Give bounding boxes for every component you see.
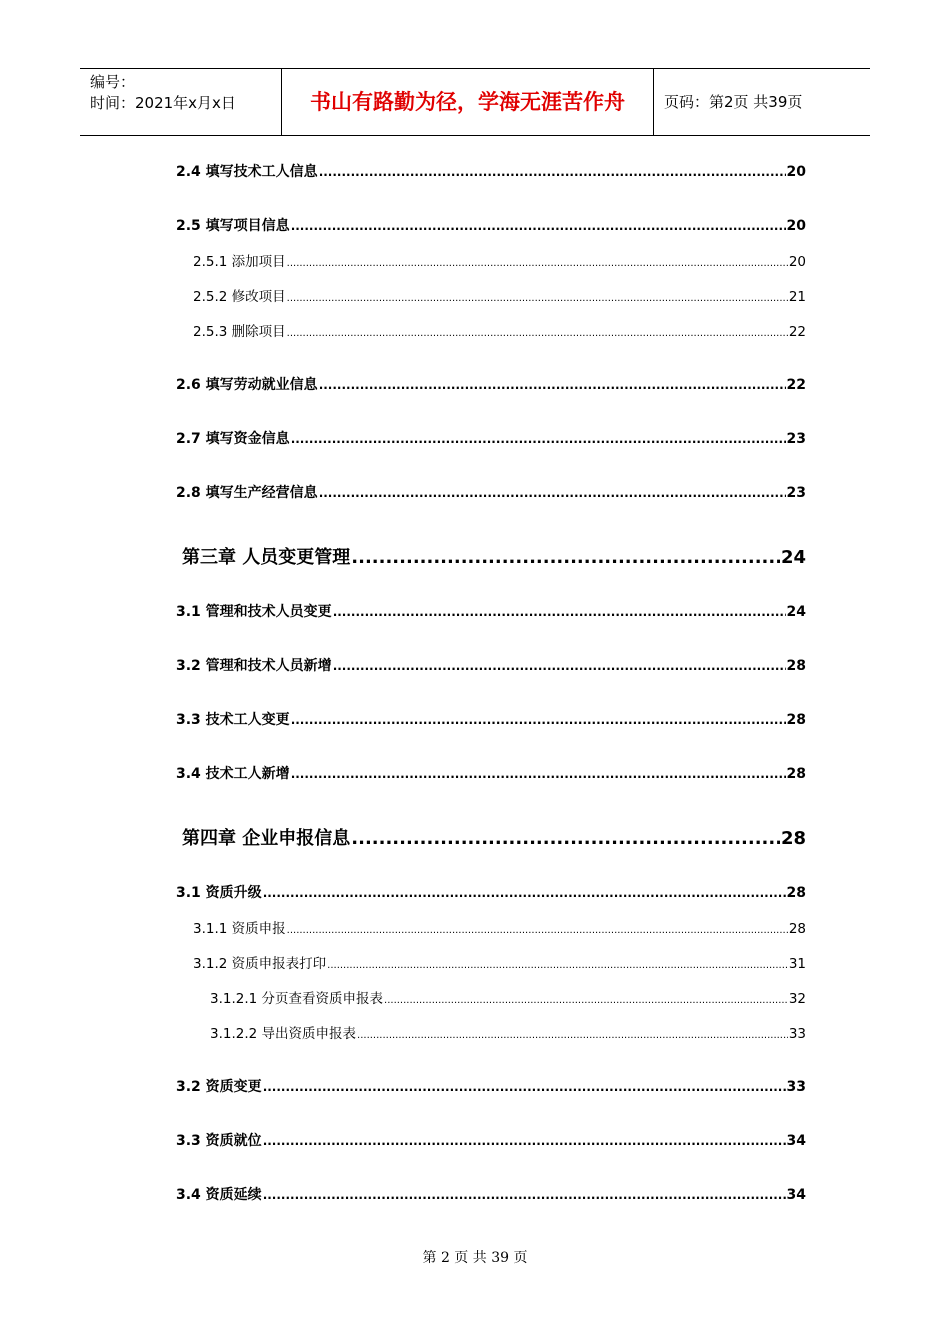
toc-entry-title: 3.4 资质延续 xyxy=(176,1187,262,1203)
toc-entry[interactable] xyxy=(210,987,806,1007)
toc-entry[interactable] xyxy=(176,482,806,502)
toc-entry-title: 3.1 管理和技术人员变更 xyxy=(176,604,332,620)
toc-entry-title: 3.1.2.1 分页查看资质申报表 xyxy=(210,991,384,1007)
toc-entry-title: 2.5.2 修改项目 xyxy=(193,289,286,305)
toc-entry[interactable] xyxy=(193,285,806,305)
toc-entry-page: 20 xyxy=(788,254,806,270)
toc-entry-page: 28 xyxy=(786,885,806,901)
toc-entry-page: 28 xyxy=(786,766,806,782)
toc-entry-page: 24 xyxy=(786,604,806,620)
toc-entry-title: 3.2 资质变更 xyxy=(176,1079,262,1095)
toc-entry-title: 2.5.1 添加项目 xyxy=(193,254,286,270)
toc-entry[interactable] xyxy=(193,320,806,340)
toc-entry-title: 3.1.2 资质申报表打印 xyxy=(193,956,327,972)
toc-entry-title: 2.5.3 删除项目 xyxy=(193,324,286,340)
toc-entry-page: 33 xyxy=(788,1026,806,1042)
toc-entry-page: 34 xyxy=(786,1187,806,1203)
toc-entry[interactable] xyxy=(176,374,806,394)
toc-entry-page: 23 xyxy=(786,485,806,501)
toc-entry-page: 22 xyxy=(788,324,806,340)
toc-entry[interactable] xyxy=(176,1076,806,1096)
toc-entry[interactable] xyxy=(210,1022,806,1042)
toc-entry-title: 3.1.2.2 导出资质申报表 xyxy=(210,1026,357,1042)
toc-entry-title: 3.1.1 资质申报 xyxy=(193,921,286,937)
header-page-info: 页码：第2页 共39页 xyxy=(664,93,803,111)
toc-entry-title: 3.4 技术工人新增 xyxy=(176,766,290,782)
toc-entry-title: 2.6 填写劳动就业信息 xyxy=(176,377,318,393)
toc-entry-title: 2.4 填写技术工人信息 xyxy=(176,164,318,180)
toc-entry-title: 3.3 资质就位 xyxy=(176,1133,262,1149)
toc-entry[interactable] xyxy=(193,917,806,937)
toc-entry-page: 34 xyxy=(786,1133,806,1149)
toc-entry-page: 21 xyxy=(788,289,806,305)
toc-entry[interactable] xyxy=(176,1184,806,1204)
toc-entry-page: 24 xyxy=(780,547,806,568)
time-label: 时间：2021年x月x日 xyxy=(90,94,236,112)
toc-entry-title: 3.2 管理和技术人员新增 xyxy=(176,658,332,674)
toc-entry[interactable] xyxy=(176,601,806,621)
toc-entry-title: 3.3 技术工人变更 xyxy=(176,712,290,728)
toc-entry[interactable] xyxy=(193,250,806,270)
toc-entry-page: 31 xyxy=(788,956,806,972)
toc-entry[interactable] xyxy=(176,428,806,448)
toc-entry[interactable] xyxy=(176,763,806,783)
toc-entry-page: 20 xyxy=(786,218,806,234)
toc-entry[interactable] xyxy=(176,215,806,235)
toc-entry-page: 33 xyxy=(786,1079,806,1095)
toc-entry-title: 2.8 填写生产经营信息 xyxy=(176,485,318,501)
toc-entry[interactable] xyxy=(176,655,806,675)
toc-entry-page: 28 xyxy=(786,658,806,674)
toc-entry-title: 2.7 填写资金信息 xyxy=(176,431,290,447)
toc-entry-page: 32 xyxy=(788,991,806,1007)
toc-chapter-entry[interactable] xyxy=(182,824,806,850)
toc-entry[interactable] xyxy=(176,1130,806,1150)
toc-entry-page: 28 xyxy=(780,828,806,849)
toc-chapter-entry[interactable] xyxy=(182,543,806,569)
toc-entry-title: 第三章 人员变更管理 xyxy=(182,547,351,568)
page-footer: 第 2 页 共 39 页 xyxy=(422,1250,528,1266)
toc-entry[interactable] xyxy=(193,952,806,972)
toc-entry-page: 23 xyxy=(786,431,806,447)
toc-entry-page: 28 xyxy=(788,921,806,937)
toc-entry[interactable] xyxy=(176,161,806,181)
toc-entry[interactable] xyxy=(176,882,806,902)
toc-entry[interactable] xyxy=(176,709,806,729)
toc-entry-title: 3.1 资质升级 xyxy=(176,885,262,901)
toc-entry-title: 第四章 企业申报信息 xyxy=(182,828,351,849)
toc-entry-page: 22 xyxy=(786,377,806,393)
toc-entry-title: 2.5 填写项目信息 xyxy=(176,218,290,234)
header-motto: 书山有路勤为径，学海无涯苦作舟 xyxy=(282,69,654,135)
toc-entry-page: 20 xyxy=(786,164,806,180)
toc-entry-page: 28 xyxy=(786,712,806,728)
number-label: 编号： xyxy=(90,73,136,91)
